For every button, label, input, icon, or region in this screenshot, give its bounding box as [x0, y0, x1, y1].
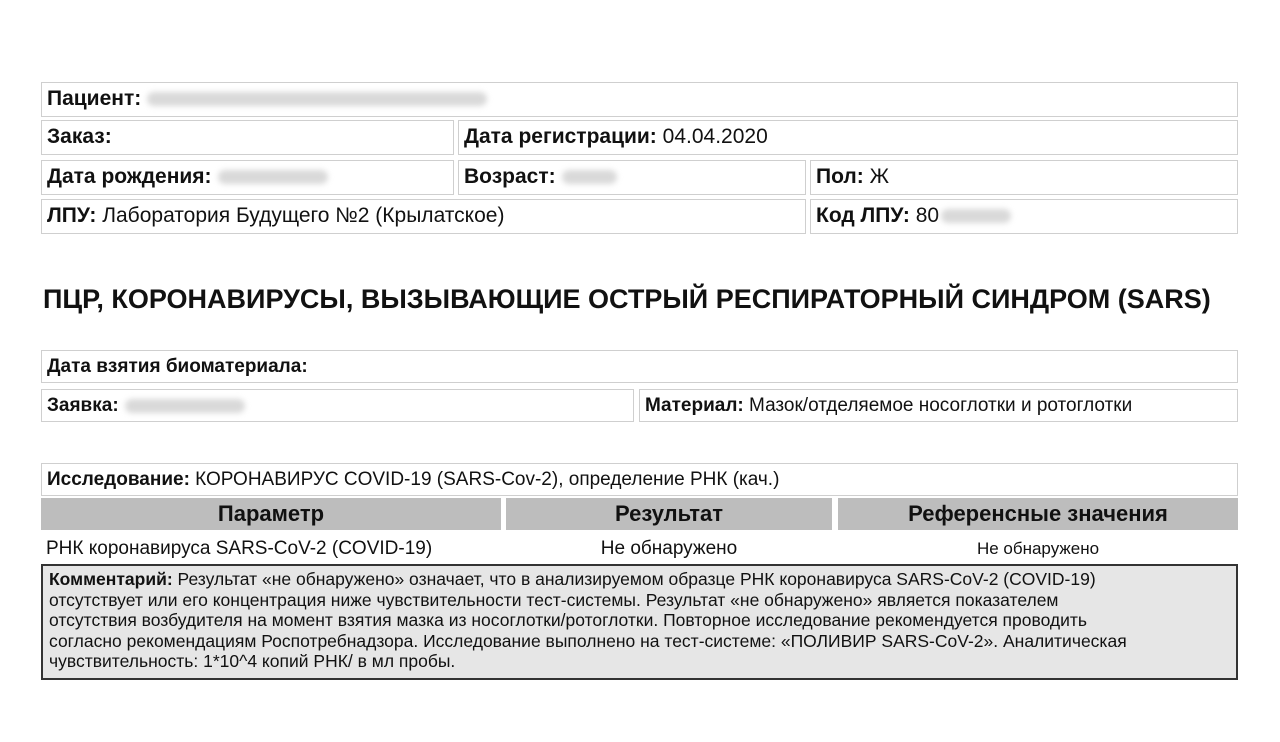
material-value: Мазок/отделяемое носоглотки и ротоглотки: [749, 395, 1133, 416]
request-row: [41, 389, 634, 422]
table-cell-reference: Не обнаружено: [976, 539, 1100, 558]
sample-date-label: Дата взятия биоматериала:: [47, 356, 308, 377]
request-label: Заявка:: [47, 395, 119, 416]
age-row: [458, 160, 806, 195]
lpu-row: [41, 199, 806, 234]
comment-box: [41, 564, 1238, 680]
birth-date-redacted: [218, 170, 328, 184]
lpu-label: ЛПУ:: [47, 204, 97, 227]
comment-line-1: [49, 569, 1230, 590]
lpu-code-label: Код ЛПУ:: [816, 204, 910, 227]
age-label: Возраст:: [464, 165, 556, 188]
material-label: Материал:: [645, 395, 744, 416]
lpu-value: Лаборатория Будущего №2 (Крылатское): [102, 204, 505, 227]
order-row: [41, 120, 454, 155]
registration-label: Дата регистрации:: [464, 125, 657, 148]
lpu-code-row: [810, 199, 1238, 234]
comment-line-3: отсутствия возбудителя на момент взятия мазка из носоглотки/ротоглотки. Повторное исследование рекомендуется проводить: [49, 610, 1088, 630]
table-header-parameter: Параметр: [41, 498, 501, 530]
lpu-code-value: 80: [915, 204, 940, 227]
material-row: [639, 389, 1238, 422]
sex-label: Пол:: [816, 165, 864, 188]
study-row: [41, 463, 1238, 496]
study-value: КОРОНАВИРУС COVID-19 (SARS-Cov-2), определение РНК (кач.): [195, 469, 780, 490]
sex-row: [810, 160, 1238, 195]
study-label: Исследование:: [47, 469, 190, 490]
request-redacted: [125, 399, 245, 413]
page-title: ПЦР, КОРОНАВИРУСЫ, ВЫЗЫВАЮЩИЕ ОСТРЫЙ РЕСПИРАТОРНЫЙ СИНДРОМ (SARS): [43, 284, 1211, 314]
table-cell-parameter: РНК коронавируса SARS-CoV-2 (COVID-19): [46, 538, 433, 559]
lpu-code-redacted: [941, 209, 1011, 223]
comment-text-1: Результат «не обнаружено» означает, что в анализируемом образце РНК коронавируса SARS-CoV-2 (COVID-19): [177, 569, 1096, 589]
comment-line-4: согласно рекомендациям Роспотребнадзора. Исследование выполнено на тест-системе: «ПОЛИВИР SARS-CoV-2». Аналитическая: [49, 630, 1127, 651]
sample-date-row: [41, 350, 1238, 383]
patient-redacted: [147, 92, 487, 106]
comment-line-2: отсутствует или его концентрация ниже чувствительности тест-системы. Результат «не обнаружено» является показателем: [49, 589, 1059, 610]
registration-row: [458, 120, 1238, 155]
table-header-result: Результат: [506, 498, 832, 530]
table-header-reference: Референсные значения: [838, 498, 1238, 530]
birth-date-label: Дата рождения:: [47, 165, 212, 188]
sex-value: Ж: [869, 165, 889, 188]
age-redacted: [562, 170, 617, 184]
comment-label: Комментарий:: [49, 569, 173, 589]
comment-line-5: чувствительность: 1*10^4 копий РНК/ в мл пробы.: [49, 651, 456, 671]
birth-date-row: [41, 160, 454, 195]
table-cell-result: Не обнаружено: [600, 538, 738, 559]
order-label: Заказ:: [47, 125, 112, 148]
registration-value: 04.04.2020: [662, 125, 768, 148]
patient-label: Пациент:: [47, 87, 142, 110]
patient-row: [41, 82, 1238, 117]
